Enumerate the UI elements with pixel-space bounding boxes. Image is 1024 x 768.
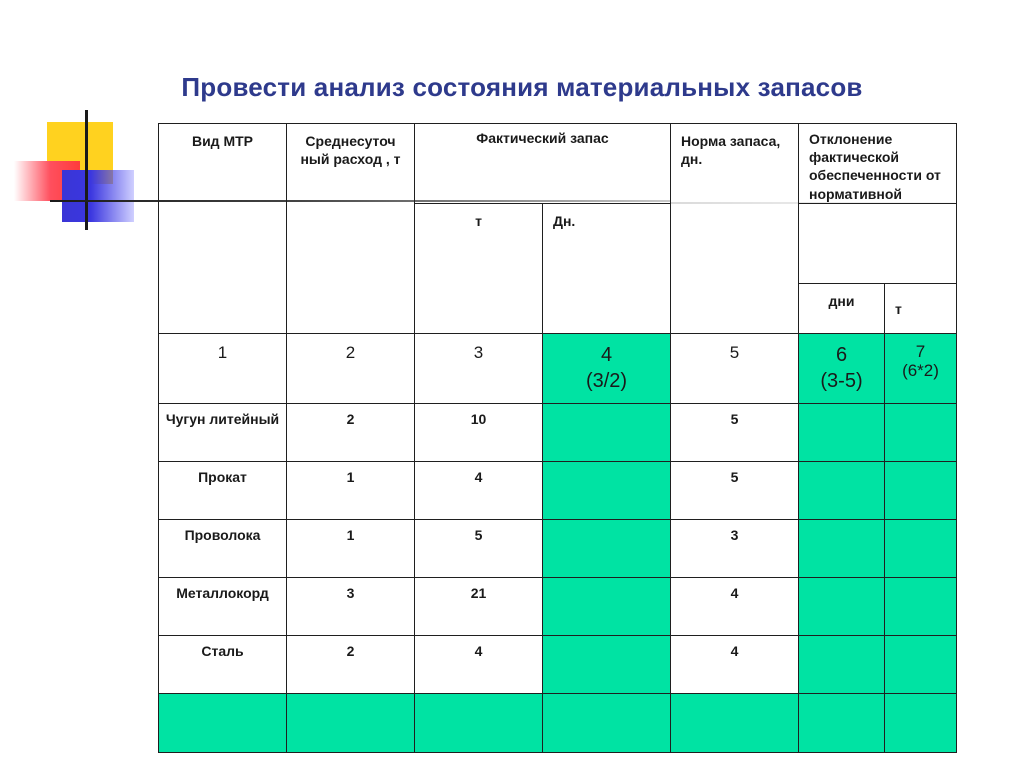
col-number-3: 3 [415,333,543,403]
header-deviation-space [799,203,957,283]
header-vid-mtr: Вид МТР [159,124,287,334]
row-name: Сталь [159,635,287,693]
row-dev-days[interactable] [799,461,885,519]
header-deviation: Отклонение фактической обеспеченности от нормативной [799,124,957,204]
row-stock-t: 4 [415,461,543,519]
col-number-2: 2 [287,333,415,403]
row-consumption: 2 [287,635,415,693]
row-stock-t: 4 [415,635,543,693]
table-row [159,403,957,461]
row-name: Чугун литейный [159,403,287,461]
row-dev-days[interactable] [799,403,885,461]
row-norm: 5 [671,461,799,519]
header-avg-consumption: Среднесуточ ный расход , т [287,124,415,334]
total-row [159,693,957,752]
col-number-4-formula: (3/2) [585,369,628,392]
col-number-4 [543,333,671,403]
total-cell-4[interactable] [543,693,671,752]
row-name: Проволока [159,519,287,577]
row-consumption: 2 [287,403,415,461]
decor-vertical-line [85,110,88,230]
row-dev-t[interactable] [885,403,957,461]
row-norm: 4 [671,635,799,693]
row-name: Металлокорд [159,577,287,635]
row-stock-t: 21 [415,577,543,635]
col-number-1: 1 [159,333,287,403]
total-cell-1[interactable] [159,693,287,752]
header-norm: Норма запаса, дн. [671,124,799,334]
row-stock-days[interactable] [543,577,671,635]
row-consumption: 1 [287,461,415,519]
row-name: Прокат [159,461,287,519]
page-title: Провести анализ состояния материальных запасов [181,72,863,102]
header-dev-days: дни [799,283,885,333]
inventory-analysis-table [158,123,957,753]
col-number-7-formula: (6*2) [902,361,939,381]
row-dev-t[interactable] [885,519,957,577]
row-stock-t: 5 [415,519,543,577]
col-number-6 [799,333,885,403]
row-dev-t[interactable] [885,577,957,635]
row-consumption: 1 [287,519,415,577]
header-actual-stock: Фактический запас [415,124,671,204]
row-stock-days[interactable] [543,519,671,577]
row-stock-days[interactable] [543,461,671,519]
row-stock-t: 10 [415,403,543,461]
col-number-4-value: 4 [600,343,613,366]
row-dev-days[interactable] [799,635,885,693]
header-actual-days: Дн. [543,203,671,333]
col-number-5: 5 [671,333,799,403]
total-cell-2[interactable] [287,693,415,752]
col-number-6-formula: (3-5) [820,369,863,392]
row-consumption: 3 [287,577,415,635]
row-dev-days[interactable] [799,519,885,577]
table-row [159,519,957,577]
row-norm: 3 [671,519,799,577]
total-cell-3[interactable] [415,693,543,752]
row-dev-t[interactable] [885,635,957,693]
row-stock-days[interactable] [543,635,671,693]
row-dev-t[interactable] [885,461,957,519]
header-actual-t: т [415,203,543,333]
col-number-7 [885,333,957,403]
row-norm: 5 [671,403,799,461]
decor-blue-square [62,170,134,222]
row-stock-days[interactable] [543,403,671,461]
total-cell-6[interactable] [799,693,885,752]
header-dev-t: т [885,283,957,333]
table-row [159,577,957,635]
total-cell-5[interactable] [671,693,799,752]
col-number-6-value: 6 [835,343,848,366]
total-cell-7[interactable] [885,693,957,752]
table-row [159,635,957,693]
table-row [159,461,957,519]
row-dev-days[interactable] [799,577,885,635]
row-norm: 4 [671,577,799,635]
col-number-7-value: 7 [915,341,926,361]
